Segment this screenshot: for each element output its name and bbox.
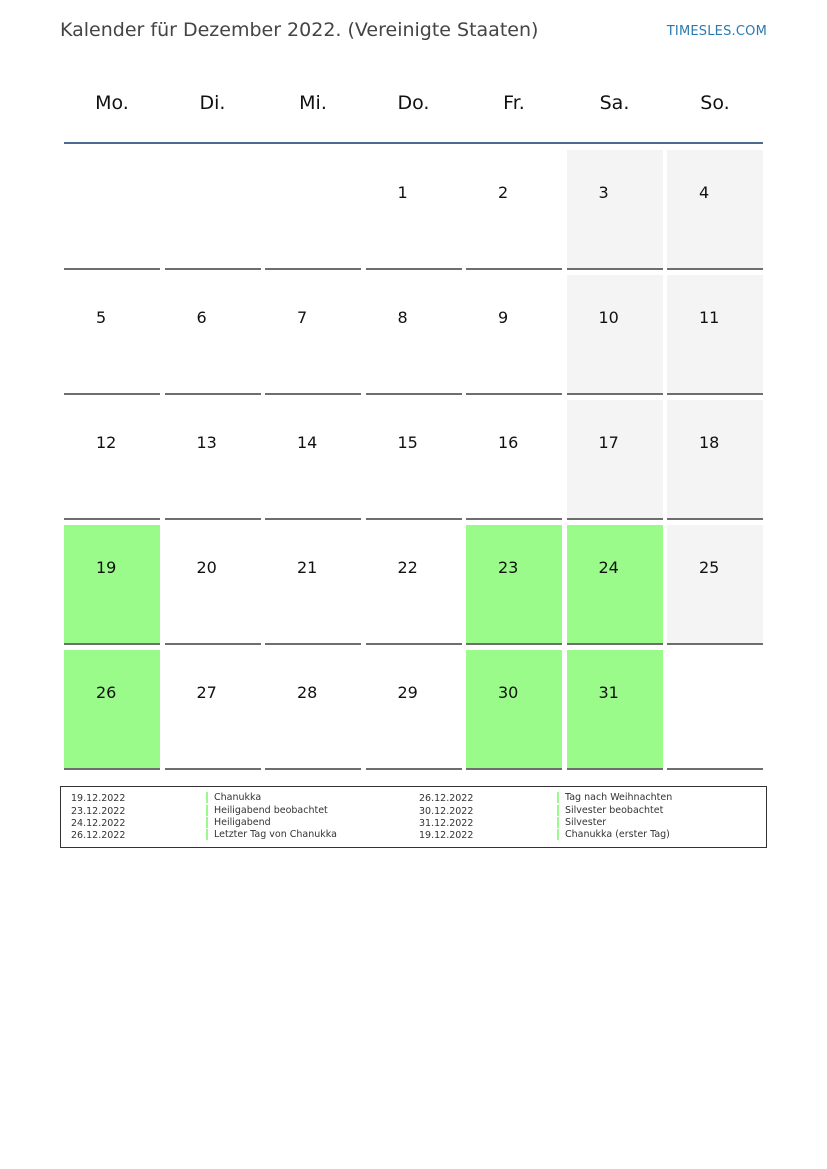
day-cell [466,275,562,395]
weekend-day-cell [567,150,663,270]
day-number: 8 [397,308,408,327]
day-cell [165,525,261,645]
day-cell [265,275,361,395]
holiday-day-cell [64,525,160,645]
legend-holiday-name: Silvester [557,817,606,828]
day-number: 18 [699,433,720,452]
day-number: 15 [397,433,418,452]
day-number: 27 [196,683,217,702]
weekday-thu: Do. [397,92,430,114]
legend-holiday-name: Chanukka [206,792,261,803]
day-cell [466,400,562,520]
header-divider [64,142,763,144]
weekend-day-cell [567,275,663,395]
day-cell [64,400,160,520]
weekend-day-cell [667,525,763,645]
empty-day-cell [165,150,261,270]
day-number: 21 [297,558,318,577]
weekend-day-cell [667,150,763,270]
weekday-tue: Di. [199,92,226,114]
legend-holiday-name: Silvester beobachtet [557,805,663,816]
day-number: 16 [498,433,519,452]
holiday-day-cell [466,525,562,645]
holiday-day-cell [466,650,562,770]
day-cell [165,275,261,395]
day-number: 12 [96,433,117,452]
day-number: 17 [598,433,619,452]
day-number: 6 [196,308,207,327]
day-number: 24 [598,558,619,577]
day-number: 13 [196,433,217,452]
day-cell [165,650,261,770]
weekend-day-cell [667,400,763,520]
day-number: 3 [598,183,609,202]
day-number: 5 [96,308,107,327]
weekday-header-row [64,80,763,128]
day-cell [265,400,361,520]
day-number: 29 [397,683,418,702]
day-number: 14 [297,433,318,452]
day-number: 26 [96,683,117,702]
day-number: 7 [297,308,308,327]
legend-date: 31.12.2022 [419,818,474,829]
day-number: 2 [498,183,509,202]
day-number: 4 [699,183,710,202]
day-cell [366,525,462,645]
day-number: 28 [297,683,318,702]
weekday-mon: Mo. [95,92,129,114]
brand-link[interactable]: TIMESLES.COM [666,24,767,39]
day-number: 10 [598,308,619,327]
day-cell [265,650,361,770]
weekday-sat: Sa. [599,92,630,114]
day-number: 30 [498,683,519,702]
legend-date: 26.12.2022 [419,793,474,804]
weekend-day-cell [667,275,763,395]
legend-holiday-name: Letzter Tag von Chanukka [206,829,337,840]
day-number: 22 [397,558,418,577]
holiday-day-cell [567,525,663,645]
empty-day-cell [667,650,763,770]
day-number: 20 [196,558,217,577]
page-title: Kalender für Dezember 2022. (Vereinigte Staaten) [60,19,539,41]
day-number: 25 [699,558,720,577]
day-cell [366,400,462,520]
day-number: 31 [598,683,619,702]
day-number: 9 [498,308,509,327]
legend-date: 24.12.2022 [71,818,126,829]
day-cell [466,150,562,270]
day-number: 23 [498,558,519,577]
holiday-day-cell [567,650,663,770]
day-cell [165,400,261,520]
empty-day-cell [64,150,160,270]
holiday-legend [60,786,767,848]
weekend-day-cell [567,400,663,520]
day-cell [366,650,462,770]
legend-holiday-name: Tag nach Weihnachten [557,792,672,803]
legend-holiday-name: Chanukka (erster Tag) [557,829,670,840]
holiday-day-cell [64,650,160,770]
legend-date: 19.12.2022 [419,830,474,841]
legend-date: 26.12.2022 [71,830,126,841]
day-cell [366,275,462,395]
day-number: 1 [397,183,408,202]
weekday-sun: So. [700,92,730,114]
day-cell [366,150,462,270]
legend-date: 19.12.2022 [71,793,126,804]
legend-date: 30.12.2022 [419,806,474,817]
day-number: 11 [699,308,720,327]
weekday-fri: Fr. [503,92,525,114]
day-number: 19 [96,558,117,577]
weekday-wed: Mi. [299,92,327,114]
legend-holiday-name: Heiligabend [206,817,271,828]
legend-date: 23.12.2022 [71,806,126,817]
day-cell [265,525,361,645]
legend-holiday-name: Heiligabend beobachtet [206,805,328,816]
day-cell [64,275,160,395]
empty-day-cell [265,150,361,270]
